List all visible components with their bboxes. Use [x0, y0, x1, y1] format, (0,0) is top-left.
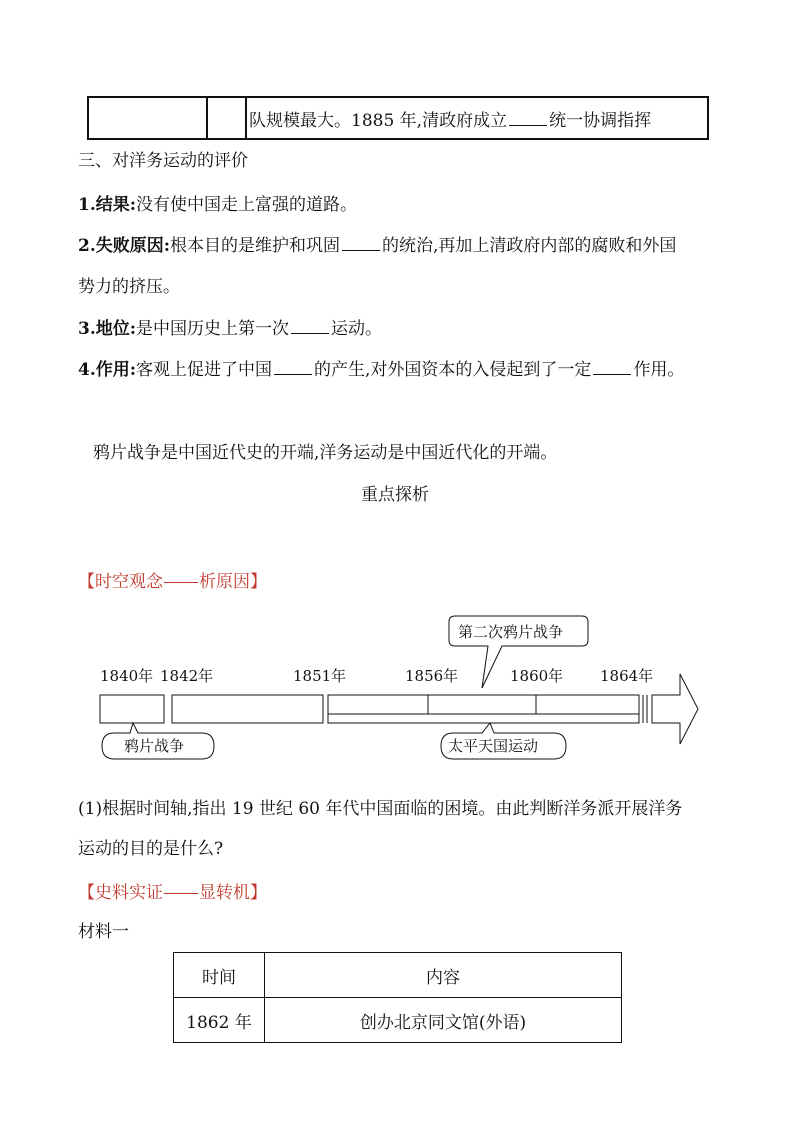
timeline-arrow-icon [652, 674, 698, 744]
item-status [78, 317, 382, 341]
question-line-1: (1)根据时间轴,指出 19 世纪 60 年代中国面临的困境。由此判断洋务派开展洋务 [78, 799, 683, 819]
item-result [78, 193, 357, 217]
note-text: 鸦片战争是中国近代史的开端,洋务运动是中国近代化的开端。 [93, 443, 558, 463]
timeline-segment [172, 695, 323, 723]
top-table-text: 队规模最大。1885 年,清政府成立 [249, 110, 508, 131]
table-header-time: 时间 [174, 953, 265, 998]
fill-blank[interactable] [291, 318, 329, 334]
top-table-text-after: 统一协调指挥 [549, 110, 652, 131]
tag-evidence-b: 显转机】 [199, 883, 267, 903]
dash-line [164, 893, 198, 894]
key-analysis-title: 重点探析 [361, 485, 429, 505]
year-label: 1842年 [160, 667, 214, 685]
tag-evidence-a: 【史料实证 [78, 883, 163, 903]
table-header-content: 内容 [265, 953, 622, 998]
material-label: 材料一 [78, 922, 129, 942]
callout-left-label: 鸦片战争 [124, 737, 185, 755]
item-status-text-a: 是中国历史上第一次 [136, 319, 290, 339]
fill-blank[interactable] [342, 235, 380, 251]
timeline-segment [328, 695, 639, 723]
year-label: 1851年 [293, 667, 347, 685]
timeline-diagram [90, 608, 710, 768]
year-label: 1840年 [100, 667, 154, 685]
item-effect-text-b: 的产生,对外国资本的入侵起到了一定 [314, 360, 592, 380]
top-table-cell-text [246, 97, 708, 139]
year-label: 1860年 [510, 667, 564, 685]
section-heading: 三、对洋务运动的评价 [78, 151, 248, 171]
item-failure-text-b: 的统治,再加上清政府内部的腐败和外国 [382, 236, 677, 256]
item-effect-label: 4.作用: [78, 360, 137, 380]
fill-blank[interactable] [509, 110, 547, 126]
item-failure-cont: 势力的挤压。 [78, 277, 180, 297]
tag-spacetime-a: 【时空观念 [78, 572, 163, 592]
callout-right-label: 太平天国运动 [448, 737, 539, 755]
dash-line [164, 582, 198, 583]
material-table [173, 952, 622, 1043]
top-table-cell-empty-1 [88, 97, 207, 139]
year-label: 1864年 [600, 667, 654, 685]
table-cell-time: 1862 年 [174, 998, 265, 1043]
tag-spacetime-b: 析原因】 [199, 572, 267, 592]
fill-blank[interactable] [274, 359, 312, 375]
tag-evidence [78, 878, 267, 903]
item-failure [78, 234, 676, 258]
question-line-2: 运动的目的是什么? [78, 839, 224, 859]
item-result-label: 1.结果: [78, 195, 137, 215]
table-row [174, 998, 622, 1043]
table-cell-content: 创办北京同文馆(外语) [265, 998, 622, 1043]
timeline-segment [100, 695, 164, 723]
item-effect [78, 358, 684, 382]
item-result-text: 没有使中国走上富强的道路。 [136, 195, 358, 215]
fill-blank[interactable] [593, 359, 631, 375]
table-header-row [174, 953, 622, 998]
item-status-text-b: 运动。 [331, 319, 383, 339]
item-effect-text-a: 客观上促进了中国 [136, 360, 273, 380]
item-effect-text-c: 作用。 [633, 360, 685, 380]
item-status-label: 3.地位: [78, 319, 137, 339]
item-failure-text-a: 根本目的是维护和巩固 [170, 236, 341, 256]
callout-top-label: 第二次鸦片战争 [458, 623, 564, 641]
tag-spacetime [78, 567, 267, 592]
item-failure-label: 2.失败原因: [78, 236, 171, 256]
top-table-fragment [87, 96, 709, 140]
year-label: 1856年 [405, 667, 459, 685]
top-table-cell-empty-2 [207, 97, 246, 139]
